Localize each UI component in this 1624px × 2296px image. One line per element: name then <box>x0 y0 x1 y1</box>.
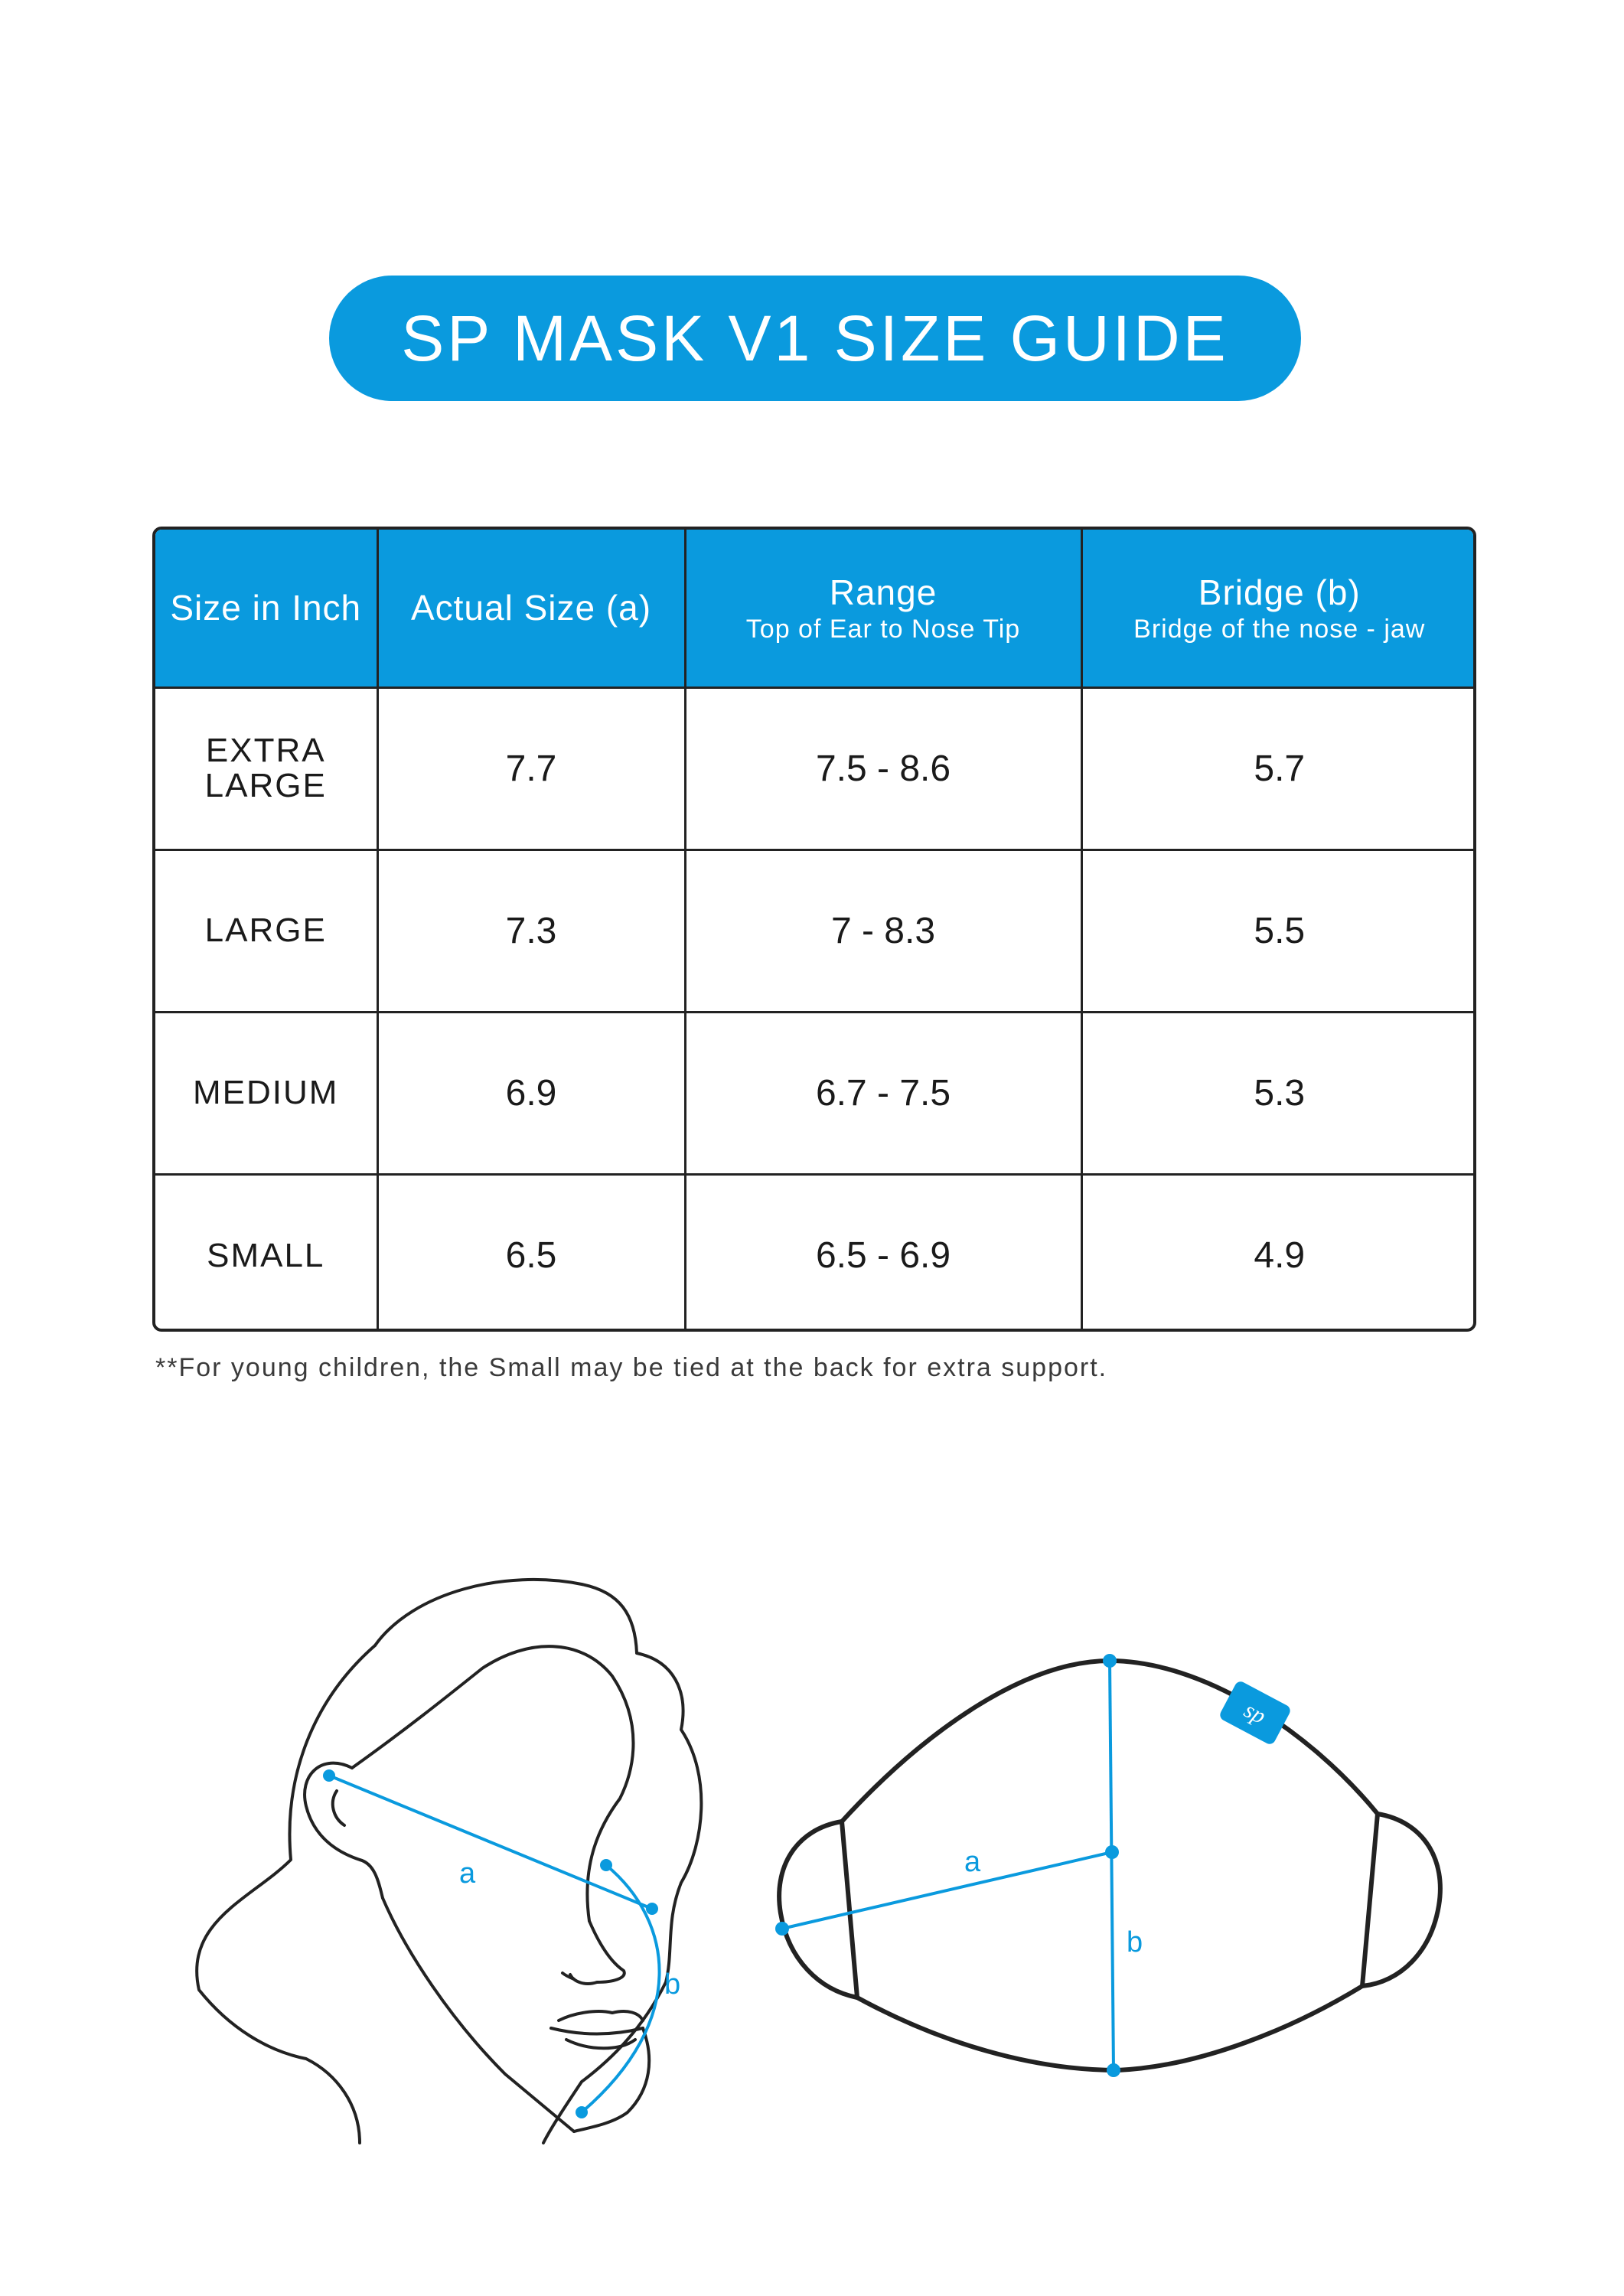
header-range-label: Range <box>829 572 938 612</box>
size-cell: SMALL <box>155 1174 377 1332</box>
actual-size-cell: 6.9 <box>377 1012 685 1174</box>
measure-point <box>576 2106 588 2118</box>
table-row <box>155 850 1476 1012</box>
upper-lip <box>559 2011 643 2020</box>
range-cell: 7 - 8.3 <box>685 850 1081 1012</box>
range-cell: 6.7 - 7.5 <box>685 1012 1081 1174</box>
measure-point <box>1107 2063 1120 2077</box>
measure-point <box>646 1903 658 1915</box>
measure-line-b <box>1110 1661 1114 2070</box>
size-cell: MEDIUM <box>155 1012 377 1174</box>
hair-left <box>197 1645 375 2143</box>
header-range <box>685 530 1081 687</box>
logo-text: sp <box>1240 1697 1270 1730</box>
measure-point <box>775 1922 789 1936</box>
jaw <box>383 1898 574 2131</box>
ear-outline <box>305 1763 383 1898</box>
label-b: b <box>1127 1926 1143 1958</box>
mask-measurement-illustration <box>773 1638 1462 2097</box>
size-cell: LARGE <box>155 850 377 1012</box>
table-row <box>155 1174 1476 1332</box>
header-bridge-sublabel: Bridge of the nose - jaw <box>1133 614 1426 644</box>
bridge-cell: 4.9 <box>1081 1174 1476 1332</box>
nose <box>570 1921 624 1984</box>
size-cell: EXTRA LARGE <box>155 687 377 850</box>
size-table <box>152 527 1476 1332</box>
header-bridge <box>1081 530 1476 687</box>
label-b: b <box>664 1968 681 2001</box>
header-size <box>155 530 377 687</box>
label-a: a <box>964 1846 981 1878</box>
title-banner <box>329 276 1301 401</box>
page-title: SP MASK V1 SIZE GUIDE <box>401 302 1229 374</box>
label-a: a <box>459 1857 476 1890</box>
table-row <box>155 1012 1476 1174</box>
range-cell: 7.5 - 8.6 <box>685 687 1081 850</box>
measure-point <box>323 1769 335 1782</box>
measure-point <box>1103 1654 1117 1668</box>
table-header-row <box>155 530 1476 687</box>
bridge-cell: 5.5 <box>1081 850 1476 1012</box>
footnote: **For young children, the Small may be tied at the back for extra support. <box>155 1353 1108 1382</box>
header-size-label: Size in Inch <box>170 588 362 628</box>
measure-line-a <box>329 1776 652 1909</box>
table-row <box>155 687 1476 850</box>
mask-logo-tag <box>1218 1679 1293 1746</box>
measure-line-a <box>782 1852 1112 1929</box>
header-actual-size <box>377 530 685 687</box>
ear-inner <box>333 1791 344 1825</box>
actual-size-cell: 6.5 <box>377 1174 685 1332</box>
lips-line <box>551 2028 643 2034</box>
header-actual-size-label: Actual Size (a) <box>410 588 652 628</box>
actual-size-cell: 7.3 <box>377 850 685 1012</box>
range-cell: 6.5 - 6.9 <box>685 1174 1081 1332</box>
hair-inner-line <box>352 1646 634 1921</box>
face-measurement-illustration <box>184 1523 765 2151</box>
header-range-sublabel: Top of Ear to Nose Tip <box>745 614 1021 644</box>
actual-size-cell: 7.7 <box>377 687 685 850</box>
header-bridge-label: Bridge (b) <box>1198 572 1361 612</box>
bridge-cell: 5.7 <box>1081 687 1476 850</box>
bridge-cell: 5.3 <box>1081 1012 1476 1174</box>
measure-point <box>600 1859 612 1871</box>
